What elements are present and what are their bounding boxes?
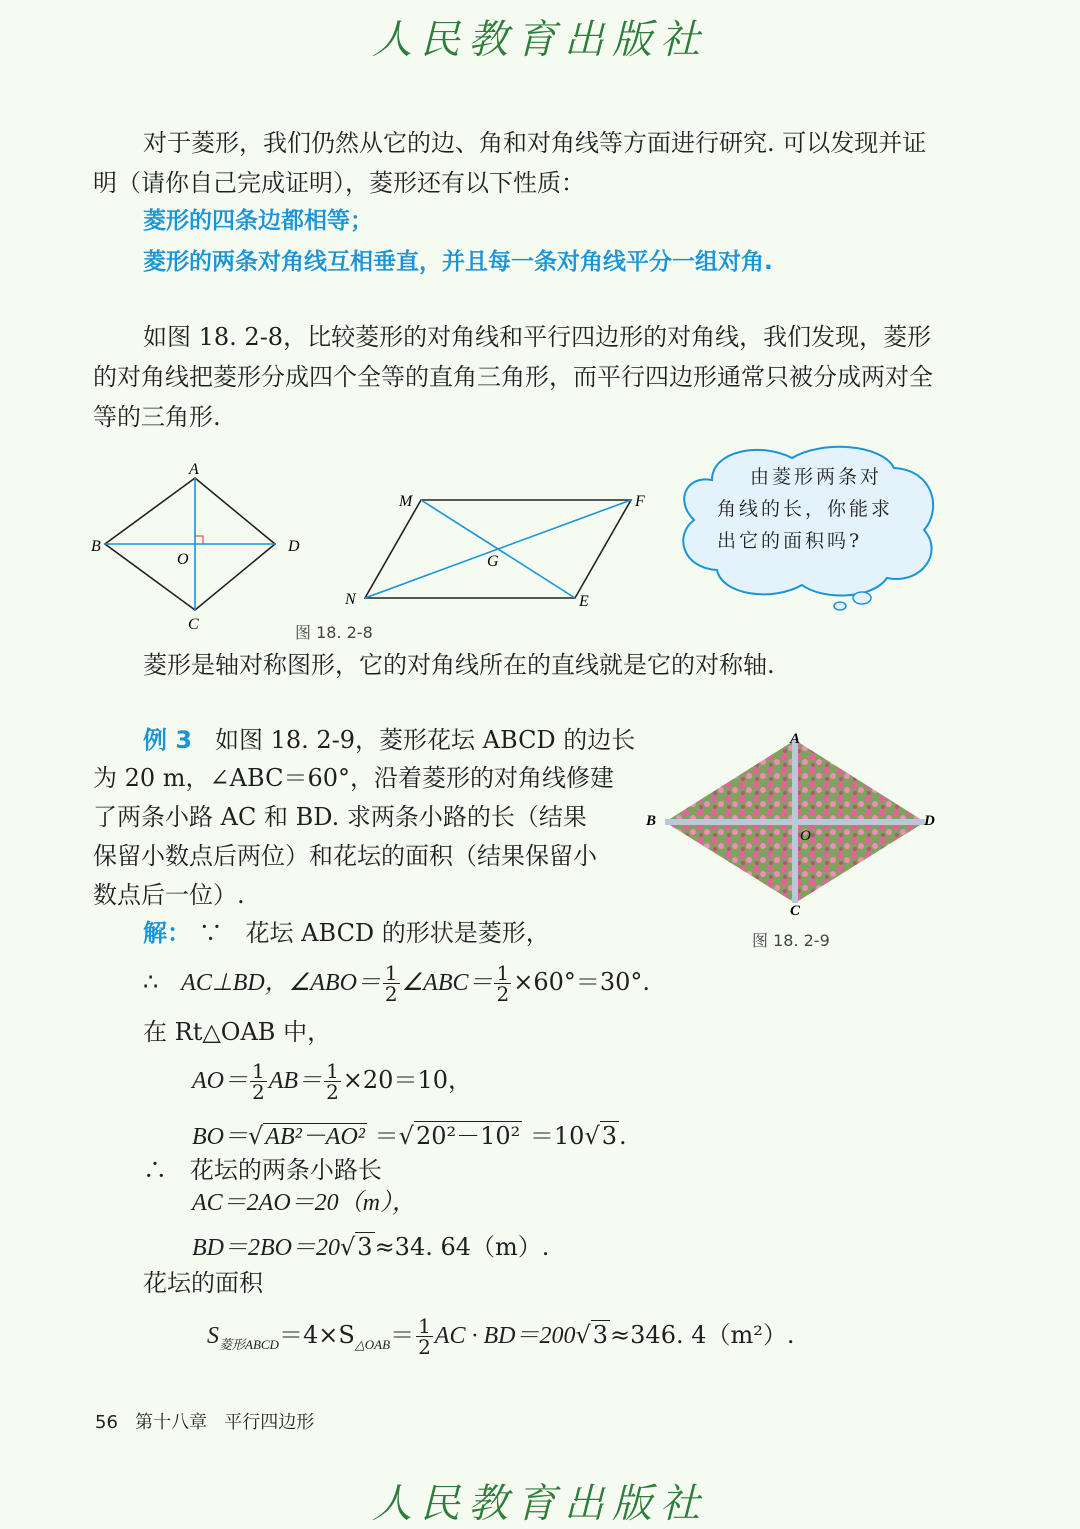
solution-step-9: 花坛的面积	[143, 1269, 263, 1297]
step10-b: ＝4×S	[278, 1321, 355, 1349]
sqrt-2: 20²－10²	[415, 1122, 521, 1150]
fraction-half: $\frac{1}{2}$	[252, 1059, 265, 1104]
therefore-symbol-2: ∴	[143, 1156, 167, 1184]
step8-a: BD＝2BO＝20	[192, 1235, 340, 1261]
example-label: 例 3	[143, 726, 193, 754]
step10-d: AC · BD＝200	[434, 1323, 576, 1349]
solution-line-1	[143, 913, 550, 953]
page-number: 56	[95, 1412, 118, 1433]
step8-b: ≈34. 64（m）.	[374, 1233, 550, 1261]
example-text-1: 如图 18. 2-9，菱形花坛 ABCD 的边长	[214, 726, 636, 754]
step5-a: BO＝	[192, 1124, 248, 1150]
parallelogram-figure	[344, 493, 645, 610]
step10-sub-2: △OAB	[354, 1336, 391, 1352]
solution-label: 解：	[143, 919, 191, 947]
page-footer	[95, 1408, 314, 1434]
step5-c: ＝10	[529, 1122, 585, 1150]
label-a: A	[189, 461, 199, 478]
solution-line-10: $S_{菱形ABCD}=4\times S_{\triangle OAB}=$ $\frac{1}{2}$ AC · BD＝200√3≈346. 4（m²）.	[207, 1314, 795, 1359]
label-f: F	[635, 493, 645, 510]
therefore-symbol-1: ∴	[143, 968, 159, 996]
fraction-half: $\frac{1}{2}$	[496, 961, 510, 1006]
step10-e: ≈346. 4（m²）.	[610, 1321, 795, 1349]
intro-paragraph: 对于菱形，我们仍然从它的边、角和对角线等方面进行研究. 可以发现并证明（请你自己完成证明），菱形还有以下性质：	[93, 129, 927, 197]
label-b: B	[91, 538, 101, 555]
solution-line-2	[143, 962, 650, 1004]
step4-c: ×20＝10，	[342, 1066, 472, 1094]
flower-label-a: A	[790, 731, 801, 747]
label-e: E	[579, 593, 589, 610]
flower-label-b: B	[646, 813, 657, 829]
label-g: G	[487, 553, 499, 570]
step10-a: S	[207, 1323, 219, 1349]
step4-b: AB＝	[268, 1068, 323, 1094]
flower-label-o: O	[800, 828, 811, 844]
label-m: M	[399, 493, 413, 510]
solution-line-4	[192, 1060, 472, 1102]
label-n: N	[345, 591, 356, 608]
step2-c: ×60°＝30°.	[513, 968, 651, 996]
figure-18-2-8	[85, 458, 685, 638]
bubble-line-1: 由菱形两条对	[750, 466, 883, 488]
publisher-logo-bottom: 人民教育出版社	[372, 1481, 708, 1527]
example-line-5: 数点后一位）.	[93, 881, 245, 909]
example-line-3: 了两条小路 AC 和 BD. 求两条小路的长（结果	[93, 803, 587, 831]
rhombus-figure	[91, 461, 300, 633]
sqrt-1: AB²－AO²	[265, 1124, 365, 1150]
fraction-half: $\frac{1}{2}$	[418, 1314, 431, 1359]
figure-18-2-9	[640, 725, 950, 925]
step2-a: AC⊥BD，∠ABO＝	[181, 970, 381, 996]
step5-b: ＝	[374, 1122, 399, 1150]
sqrt-3: 3	[601, 1122, 618, 1150]
figure-9-caption: 图 18. 2-9	[752, 931, 830, 950]
flower-label-d: D	[924, 813, 935, 829]
figure-8-caption: 图 18. 2-8	[295, 623, 373, 642]
solution-step-1: 花坛 ABCD 的形状是菱形，	[245, 919, 550, 947]
bubble-line-2: 角线的长，你能求	[717, 498, 894, 520]
property-sides-equal: 菱形的四条边都相等；	[143, 208, 373, 234]
sqrt-4: 3	[357, 1233, 373, 1261]
symmetry-sentence: 菱形是轴对称图形，它的对角线所在的直线就是它的对称轴.	[143, 651, 775, 679]
solution-line-5: BO＝√AB²－AO² ＝√20²－10² ＝10√3.	[192, 1122, 627, 1150]
step4-a: AO＝	[192, 1068, 248, 1094]
step2-b: ∠ABC＝	[401, 970, 493, 996]
example-line-2: 为 20 m，∠ABC＝60°，沿着菱形的对角线修建	[93, 764, 614, 792]
flower-label-c: C	[790, 903, 801, 919]
label-c: C	[188, 616, 199, 633]
label-d: D	[288, 538, 300, 555]
label-o: O	[177, 551, 189, 568]
bubble-line-3: 出它的面积吗?	[717, 530, 863, 552]
step10-c: ＝	[390, 1321, 415, 1349]
example-line-1	[143, 720, 635, 760]
chapter-label: 第十八章	[135, 1412, 208, 1433]
publisher-logo-top: 人民教育出版社	[372, 17, 708, 63]
chapter-title: 平行四边形	[224, 1412, 315, 1433]
property-diagonals: 菱形的两条对角线互相垂直，并且每一条对角线平分一组对角.	[143, 249, 773, 275]
solution-step-7: AC＝2AO＝20（m），	[192, 1190, 416, 1216]
sqrt-5: 3	[592, 1321, 609, 1349]
fraction-half: $\frac{1}{2}$	[384, 961, 398, 1006]
solution-step-3: 在 Rt△OAB 中，	[143, 1018, 332, 1046]
step10-sub-1: 菱形ABCD	[219, 1336, 279, 1352]
fraction-half: $\frac{1}{2}$	[326, 1059, 339, 1104]
solution-line-8: BD＝2BO＝20√3≈34. 64（m）.	[192, 1233, 550, 1261]
step5-d: .	[619, 1122, 627, 1150]
compare-paragraph: 如图 18. 2-8，比较菱形的对角线和平行四边形的对角线，我们发现，菱形的对角线把菱形分成四个全等的直角三角形，而平行四边形通常只被分成两对全等的三角形.	[93, 323, 933, 431]
example-line-4: 保留小数点后两位）和花坛的面积（结果保留小	[93, 842, 597, 870]
because-symbol: ∵	[198, 919, 223, 947]
solution-step-6: 花坛的两条小路长	[189, 1156, 382, 1184]
